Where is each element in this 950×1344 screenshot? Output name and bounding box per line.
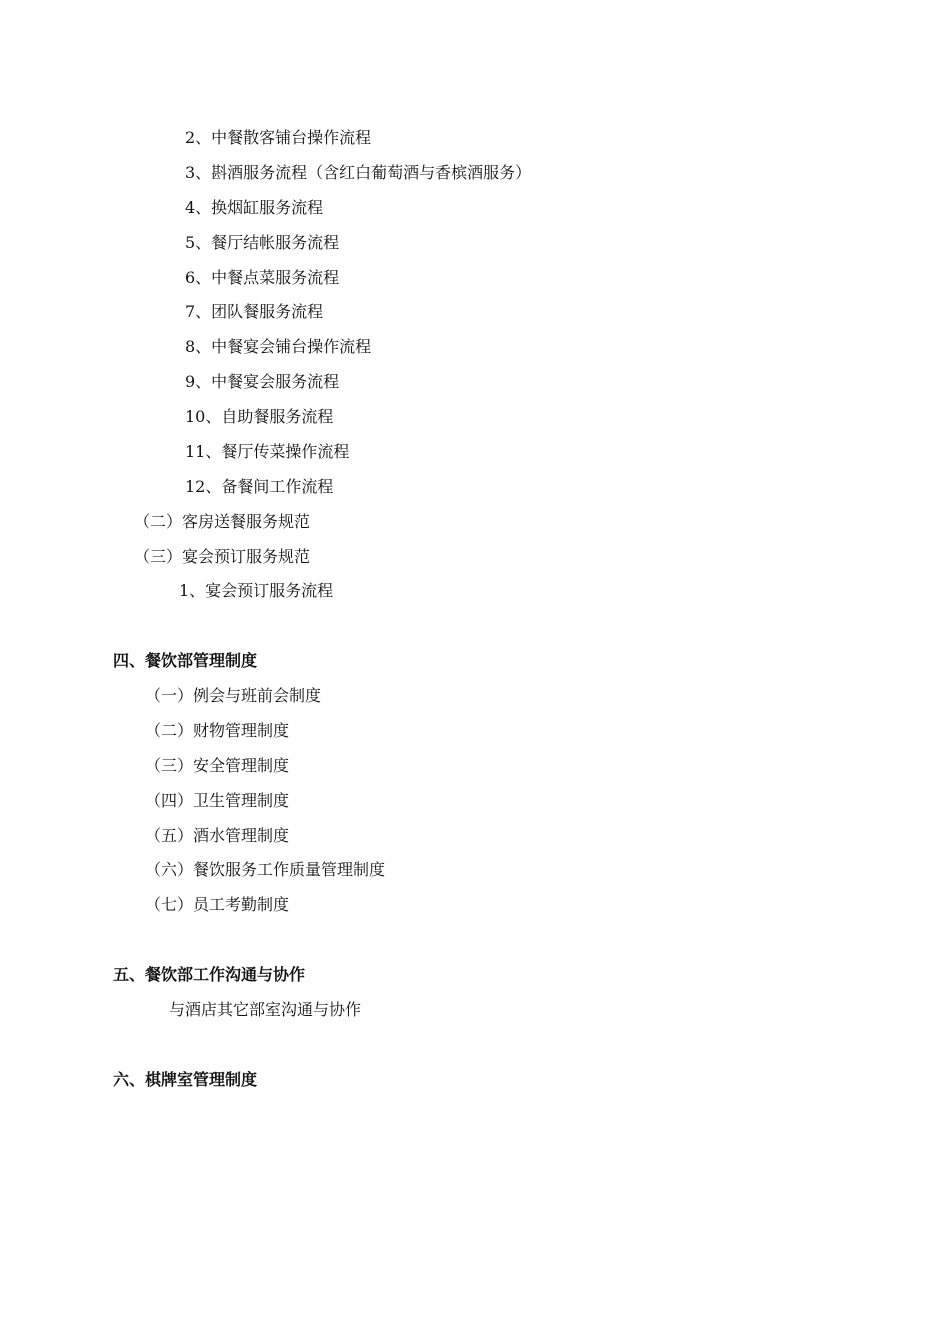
toc-item: 6、中餐点菜服务流程 [185,268,340,287]
section-heading: 五、餐饮部工作沟通与协作 [113,965,306,984]
section-heading: 四、餐饮部管理制度 [113,651,258,670]
toc-item: 2、中餐散客铺台操作流程 [185,128,372,147]
toc-item: 3、斟酒服务流程（含红白葡萄酒与香槟酒服务） [185,163,532,182]
toc-subsection: （二）财物管理制度 [145,721,290,740]
toc-subsection: （三）安全管理制度 [145,756,290,775]
section-heading: 六、棋牌室管理制度 [113,1070,258,1089]
toc-item: 1、宴会预订服务流程 [179,581,334,600]
toc-item: 12、备餐间工作流程 [185,477,334,496]
toc-item: 9、中餐宴会服务流程 [185,372,340,391]
toc-item: 与酒店其它部室沟通与协作 [169,1000,362,1019]
toc-item: 7、团队餐服务流程 [185,302,324,321]
toc-subsection: （三）宴会预订服务规范 [134,547,311,566]
toc-subsection: （五）酒水管理制度 [145,826,290,845]
toc-item: 4、换烟缸服务流程 [185,198,324,217]
toc-subsection: （一）例会与班前会制度 [145,686,322,705]
toc-item: 11、餐厅传菜操作流程 [185,442,350,461]
toc-subsection: （四）卫生管理制度 [145,791,290,810]
toc-item: 8、中餐宴会铺台操作流程 [185,337,372,356]
toc-subsection: （二）客房送餐服务规范 [134,512,311,531]
toc-item: 5、餐厅结帐服务流程 [185,233,340,252]
toc-subsection: （七）员工考勤制度 [145,895,290,914]
toc-item: 10、自助餐服务流程 [185,407,334,426]
toc-subsection: （六）餐饮服务工作质量管理制度 [145,860,386,879]
